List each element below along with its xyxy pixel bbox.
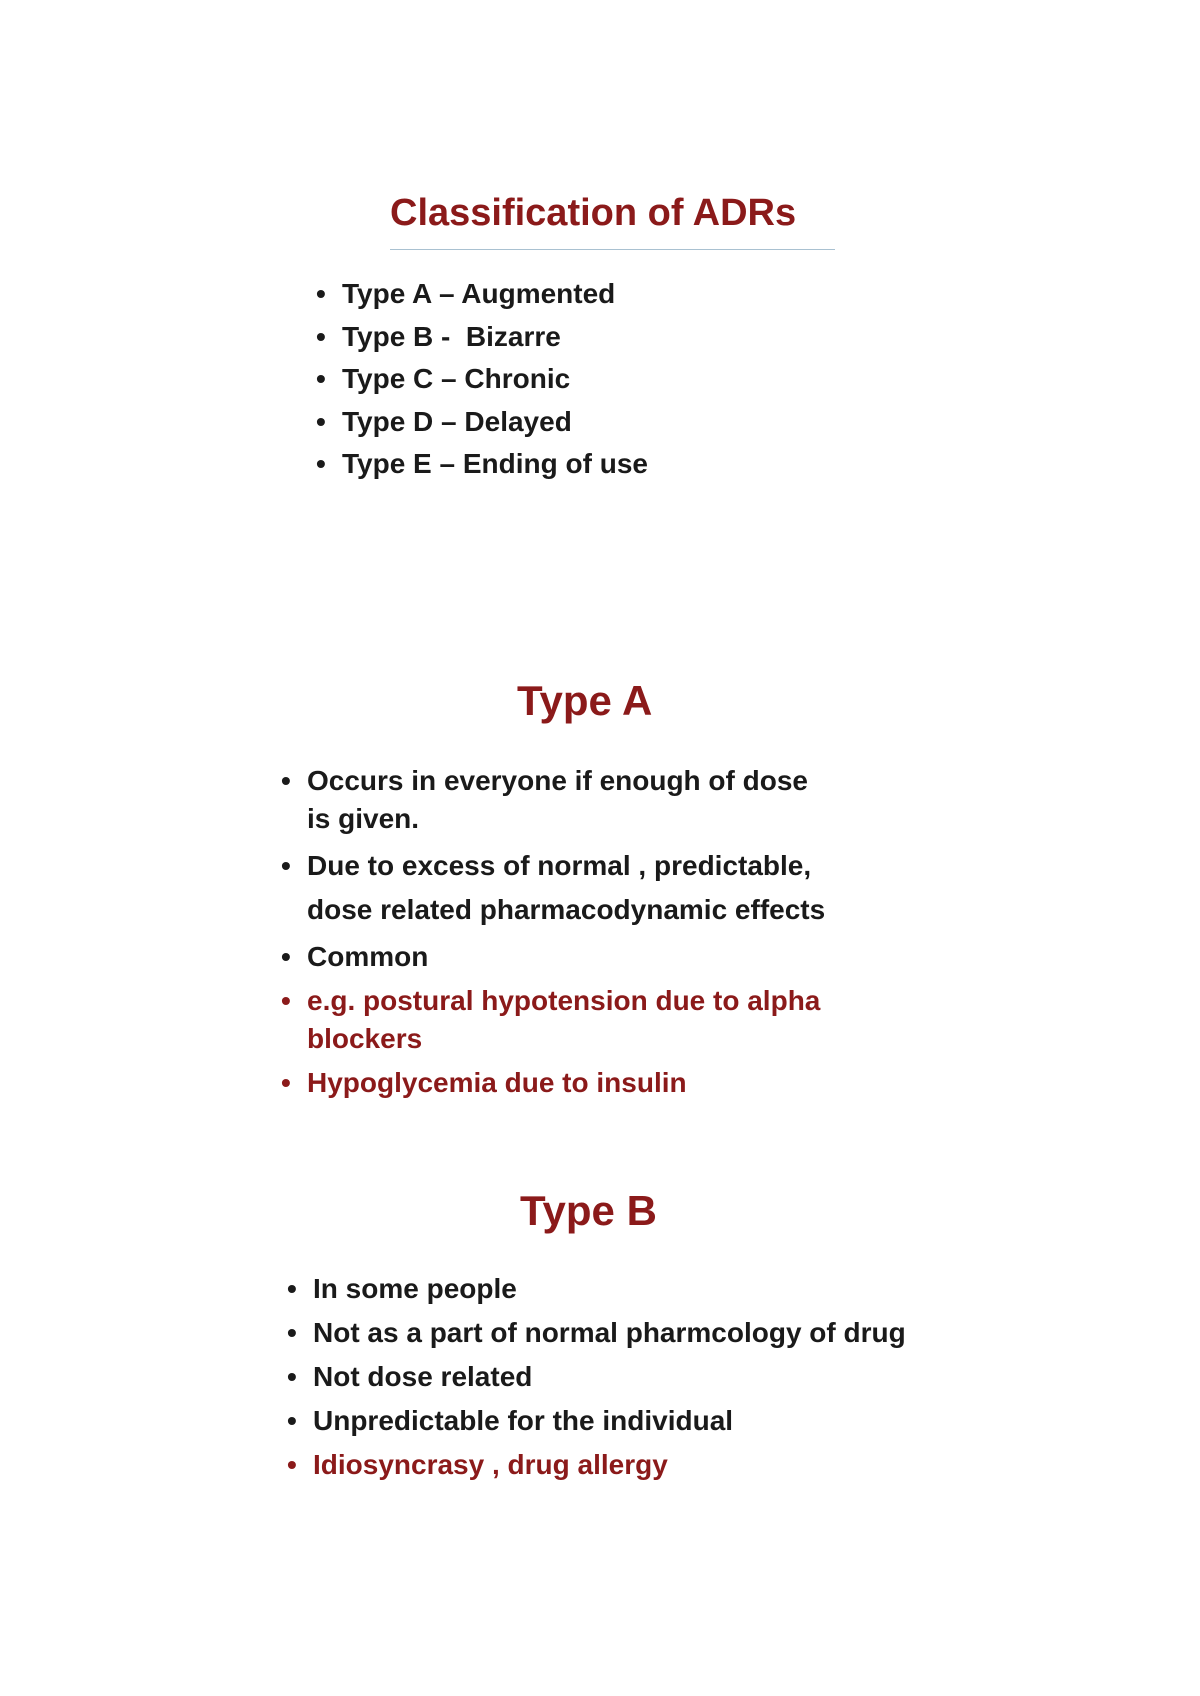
classification-title: Classification of ADRs — [390, 192, 797, 234]
bullet-icon: • — [281, 985, 291, 1016]
bullet-icon: • — [316, 320, 326, 352]
type-b-list — [287, 1271, 906, 1491]
list-item: • Unpredictable for the individual — [313, 1403, 906, 1439]
list-item: • In some people — [313, 1271, 906, 1307]
title-underline — [390, 249, 835, 250]
bullet-icon: • — [287, 1317, 297, 1348]
bullet-icon: • — [287, 1361, 297, 1392]
list-item: • Type B - Bizarre — [342, 319, 648, 362]
bullet-icon: • — [287, 1405, 297, 1436]
list-item: • Idiosyncrasy , drug allergy — [313, 1447, 906, 1483]
bullet-icon: • — [316, 405, 326, 437]
bullet-icon: • — [287, 1273, 297, 1304]
list-item: • Type A – Augmented — [342, 276, 648, 319]
type-a-list — [281, 762, 826, 1108]
list-item: • Occurs in everyone if enough of dose is given. — [307, 762, 825, 838]
type-b-title: Type B — [520, 1187, 657, 1234]
type-a-title: Type A — [517, 677, 653, 724]
bullet-icon: • — [281, 765, 291, 796]
bullet-icon: • — [287, 1449, 297, 1480]
list-item: • Due to excess of normal , predictable, dose related pharmacodynamic effects — [307, 844, 825, 932]
list-item: • Type E – Ending of use — [342, 446, 648, 489]
list-item: • Hypoglycemia due to insulin — [307, 1064, 825, 1102]
list-item: • Type C – Chronic — [342, 361, 648, 404]
bullet-icon: • — [316, 278, 326, 309]
bullet-icon: • — [316, 363, 326, 394]
bullet-icon: • — [316, 448, 326, 479]
list-item: • Type D – Delayed — [342, 404, 648, 447]
bullet-icon: • — [281, 850, 291, 881]
list-item: • Not dose related — [313, 1359, 906, 1395]
bullet-icon: • — [281, 941, 291, 972]
classification-list — [316, 276, 648, 489]
bullet-icon: • — [281, 1067, 291, 1098]
list-item: • Common — [307, 938, 825, 976]
list-item: • Not as a part of normal pharmcology of drug — [313, 1315, 906, 1351]
list-item: • e.g. postural hypotension due to alpha blockers — [307, 982, 825, 1058]
